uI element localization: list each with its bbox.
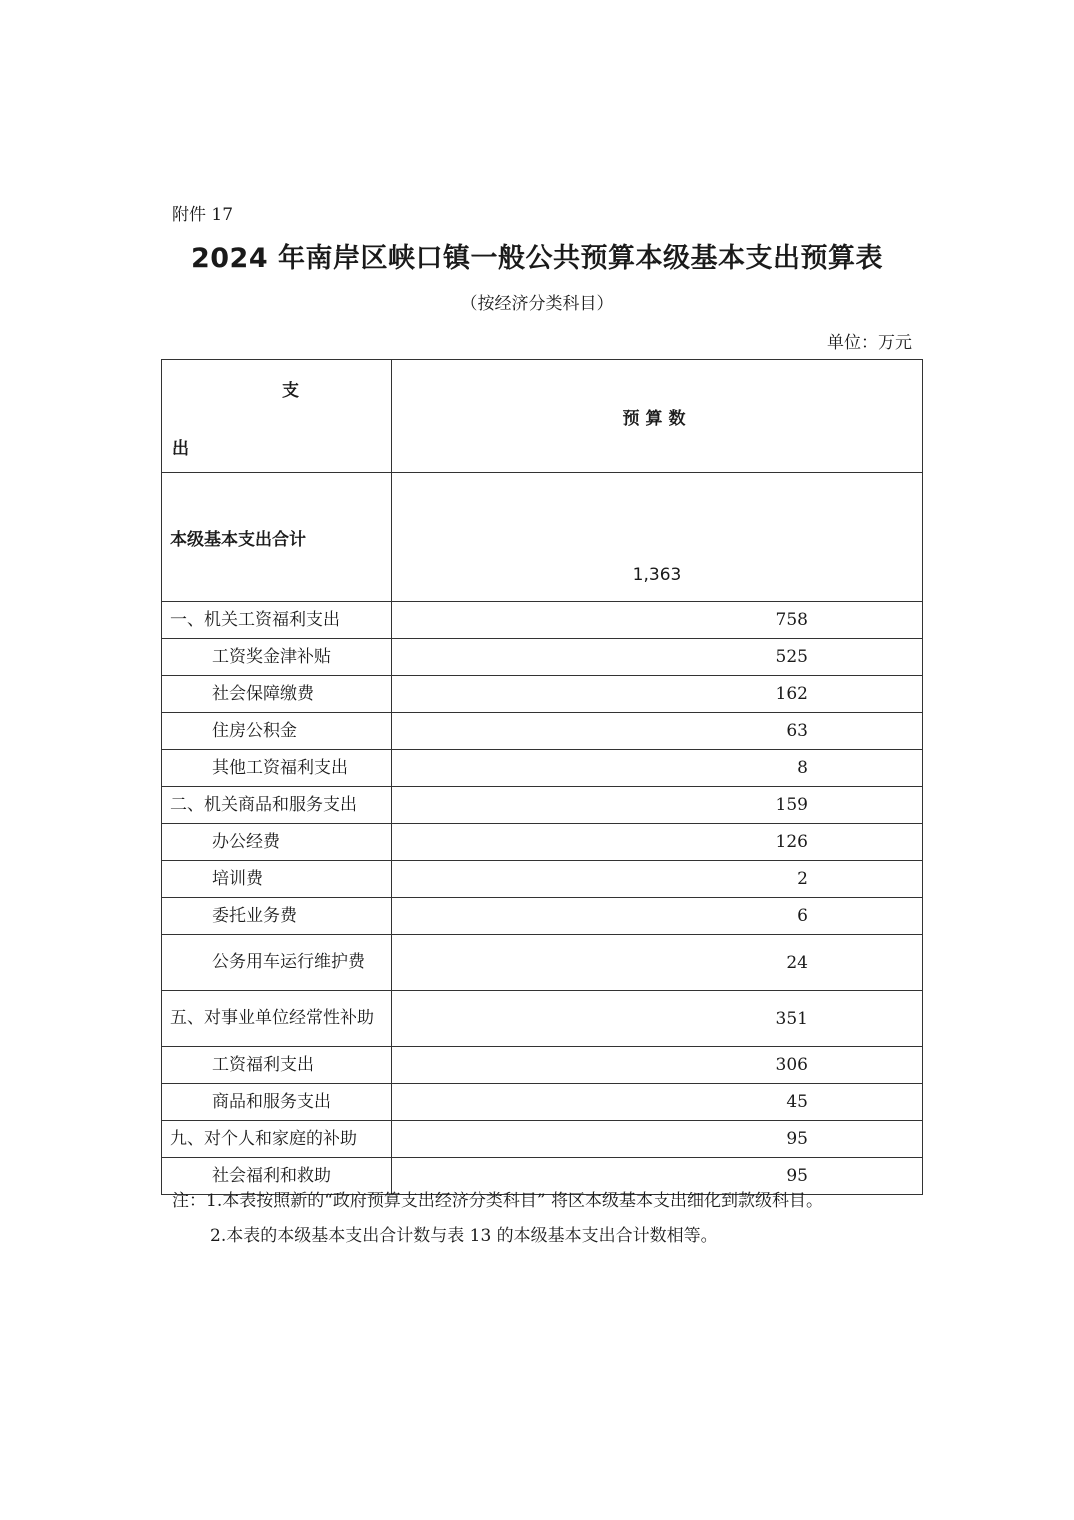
table-row	[162, 935, 923, 991]
row-label: 一、机关工资福利支出	[162, 602, 392, 639]
row-label: 五、对事业单位经常性补助	[162, 991, 392, 1047]
header-expenditure-bottom: 出	[172, 439, 189, 459]
total-label: 本级基本支出合计	[162, 473, 392, 602]
unit-label: 单位：万元	[827, 333, 912, 353]
row-label: 委托业务费	[162, 898, 392, 935]
row-label: 社会福利和救助	[162, 1158, 392, 1195]
table-row	[162, 991, 923, 1047]
row-label: 住房公积金	[162, 713, 392, 750]
table-row	[162, 1047, 923, 1084]
page-title: 2024 年南岸区峡口镇一般公共预算本级基本支出预算表	[190, 243, 884, 274]
table-row	[162, 1084, 923, 1121]
note-2: 2.本表的本级基本支出合计数与表 13 的本级基本支出合计数相等。	[210, 1226, 718, 1246]
total-value: 1,363	[392, 473, 923, 602]
row-value: 95	[392, 1158, 923, 1195]
table-row	[162, 824, 923, 861]
row-label: 社会保障缴费	[162, 676, 392, 713]
table-row	[162, 861, 923, 898]
row-value: 8	[392, 750, 923, 787]
row-label: 工资福利支出	[162, 1047, 392, 1084]
table-row	[162, 602, 923, 639]
row-value: 63	[392, 713, 923, 750]
table-row	[162, 787, 923, 824]
row-label: 工资奖金津补贴	[162, 639, 392, 676]
table-row	[162, 639, 923, 676]
table-notes	[172, 1188, 917, 1250]
table-row	[162, 1121, 923, 1158]
row-value: 95	[392, 1121, 923, 1158]
row-value: 162	[392, 676, 923, 713]
note-1: 注：1.本表按照新的“政府预算支出经济分类科目” 将区本级基本支出细化到款级科目。	[172, 1191, 824, 1211]
table-row	[162, 898, 923, 935]
row-label: 其他工资福利支出	[162, 750, 392, 787]
budget-table	[161, 359, 923, 1195]
row-value: 126	[392, 824, 923, 861]
row-label: 公务用车运行维护费	[162, 935, 392, 991]
header-cell-budget: 预算数	[392, 360, 923, 473]
row-value: 306	[392, 1047, 923, 1084]
row-value: 758	[392, 602, 923, 639]
row-value: 24	[392, 935, 923, 991]
table-row	[162, 676, 923, 713]
row-value: 2	[392, 861, 923, 898]
total-row	[162, 473, 923, 602]
row-value: 525	[392, 639, 923, 676]
row-label: 办公经费	[162, 824, 392, 861]
table-row	[162, 713, 923, 750]
row-value: 159	[392, 787, 923, 824]
row-label: 二、机关商品和服务支出	[162, 787, 392, 824]
row-label: 九、对个人和家庭的补助	[162, 1121, 392, 1158]
page-subtitle: （按经济分类科目）	[460, 294, 614, 314]
row-value: 6	[392, 898, 923, 935]
table-row	[162, 750, 923, 787]
header-cell-expenditure	[162, 360, 392, 473]
row-value: 45	[392, 1084, 923, 1121]
row-value: 351	[392, 991, 923, 1047]
table-header-row	[162, 360, 923, 473]
row-label: 商品和服务支出	[162, 1084, 392, 1121]
row-label: 培训费	[162, 861, 392, 898]
header-expenditure-top: 支	[282, 381, 299, 401]
attachment-label: 附件 17	[172, 205, 234, 225]
